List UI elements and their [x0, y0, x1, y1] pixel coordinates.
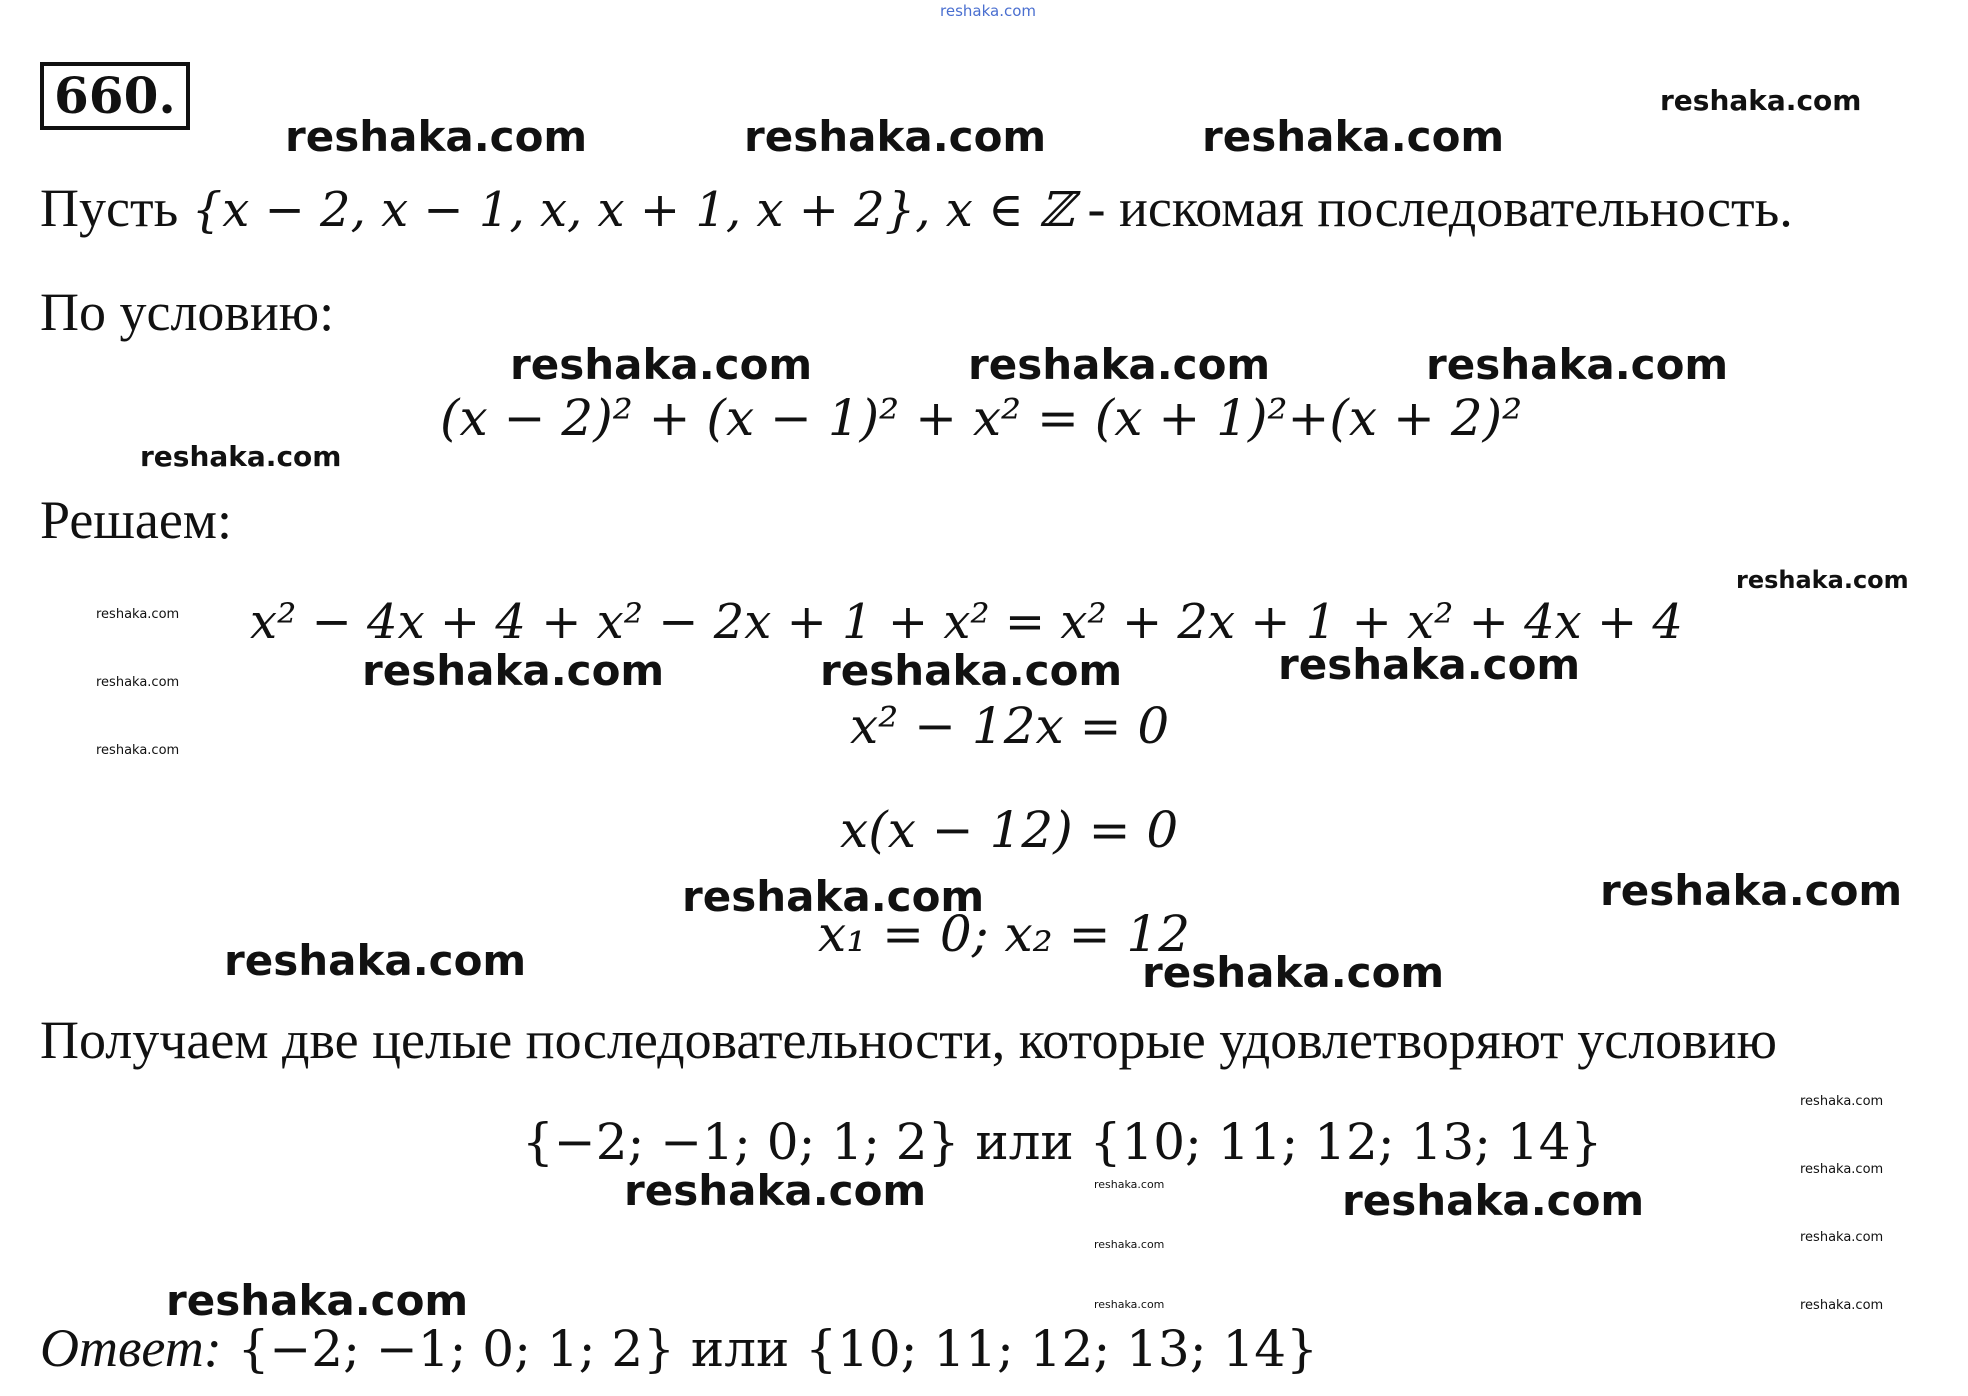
watermark: reshaka.com	[166, 1276, 469, 1325]
watermark: reshaka.com	[285, 112, 588, 161]
answer-value: {−2; −1; 0; 1; 2} или {10; 11; 12; 13; 14}	[221, 1320, 1318, 1378]
watermark: reshaka.com	[1800, 1298, 1884, 1313]
watermark: reshaka.com	[1800, 1162, 1884, 1177]
watermark: reshaka.com	[1660, 84, 1862, 117]
watermark: reshaka.com	[1800, 1230, 1884, 1245]
watermark: reshaka.com	[1600, 866, 1903, 915]
watermark: reshaka.com	[682, 872, 985, 921]
solve-label: Решаем:	[40, 490, 232, 550]
watermark: reshaka.com	[96, 607, 180, 622]
watermark: reshaka.com	[510, 340, 813, 389]
watermark: reshaka.com	[1142, 948, 1445, 997]
watermark: reshaka.com	[1278, 640, 1581, 689]
watermark: reshaka.com	[1342, 1176, 1645, 1225]
condition-equation: (x − 2)² + (x − 1)² + x² = (x + 1)²+(x + 2)²	[440, 389, 1523, 447]
roots: x₁ = 0; x₂ = 12	[818, 905, 1191, 963]
watermark: reshaka.com	[1094, 1178, 1165, 1191]
watermark: reshaka.com	[940, 2, 1036, 20]
watermark: reshaka.com	[624, 1166, 927, 1215]
watermark: reshaka.com	[362, 646, 665, 695]
problem-number: 660.	[40, 62, 190, 130]
watermark: reshaka.com	[968, 340, 1271, 389]
watermark: reshaka.com	[1202, 112, 1505, 161]
watermark: reshaka.com	[96, 675, 180, 690]
sequence-suffix: - искомая последовательность.	[1073, 178, 1793, 238]
sequence-math: {x − 2, x − 1, x, x + 1, x + 2}, x ∈ ℤ	[191, 182, 1074, 238]
expanded-equation: x² − 4x + 4 + x² − 2x + 1 + x² = x² + 2x + 1 + x² + 4x + 4	[250, 594, 1683, 650]
watermark: reshaka.com	[1094, 1298, 1165, 1311]
watermark: reshaka.com	[96, 743, 180, 758]
factored-equation: x(x − 12) = 0	[840, 801, 1179, 859]
watermark: reshaka.com	[1736, 566, 1909, 594]
conclusion-text: Получаем две целые последовательности, которые удовлетворяют условию	[40, 1010, 1777, 1070]
watermark: reshaka.com	[224, 936, 527, 985]
result-sequences: {−2; −1; 0; 1; 2} или {10; 11; 12; 13; 14}	[522, 1113, 1603, 1171]
sequence-definition	[40, 178, 1793, 238]
watermark: reshaka.com	[744, 112, 1047, 161]
answer-label: Ответ:	[40, 1318, 222, 1378]
watermark: reshaka.com	[820, 646, 1123, 695]
watermark: reshaka.com	[1426, 340, 1729, 389]
watermark: reshaka.com	[1094, 1238, 1165, 1251]
answer-line	[40, 1318, 1318, 1378]
watermark: reshaka.com	[140, 440, 342, 473]
condition-label: По условию:	[40, 282, 335, 342]
sequence-prefix: Пусть	[40, 178, 192, 238]
watermark: reshaka.com	[1800, 1094, 1884, 1109]
simplified-equation: x² − 12x = 0	[850, 697, 1170, 755]
